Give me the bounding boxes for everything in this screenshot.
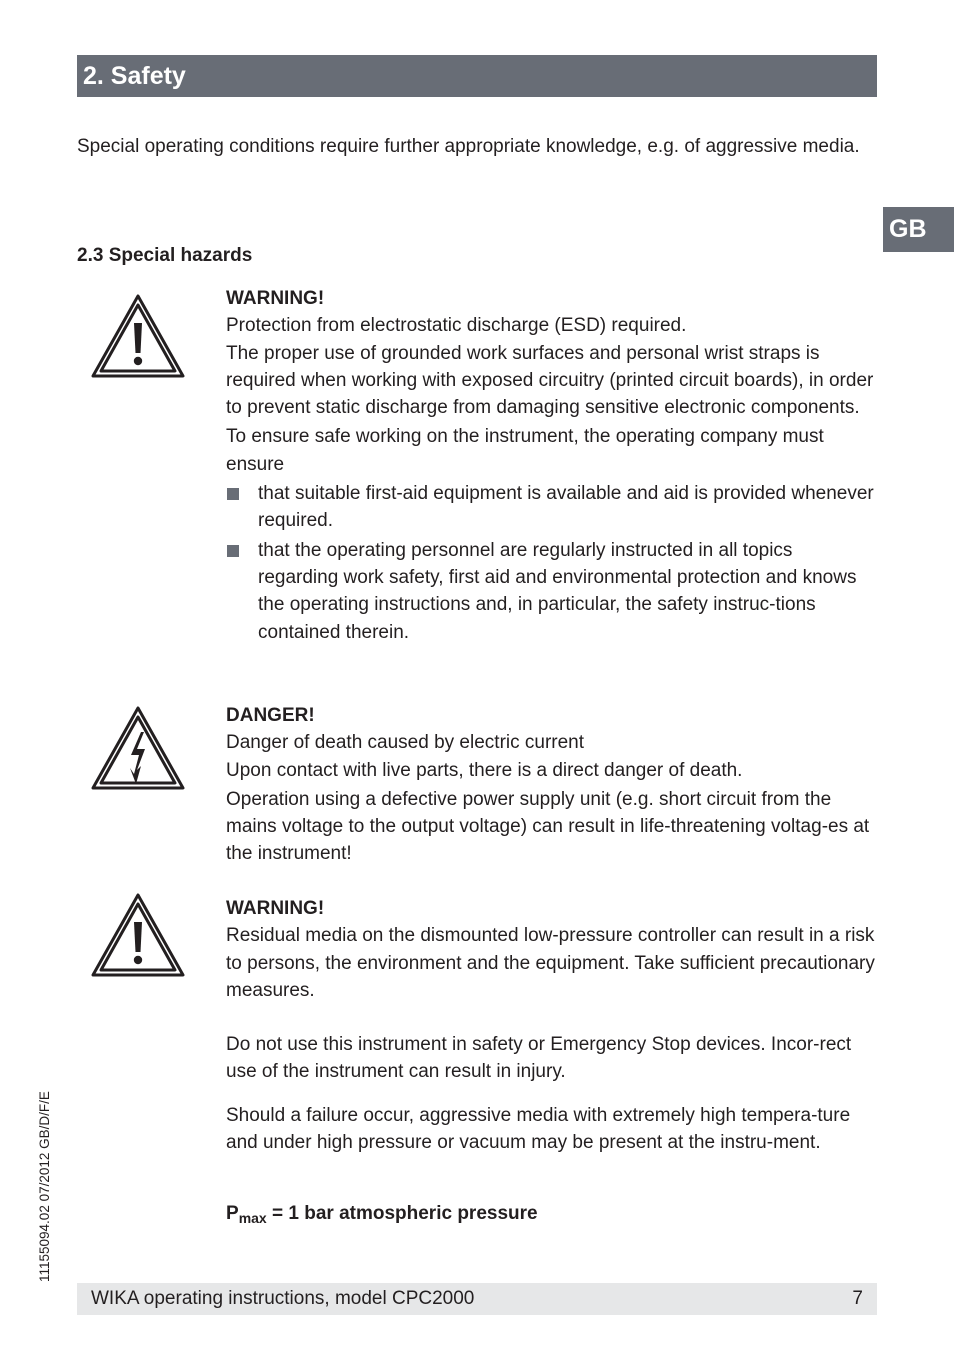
warning-icon — [90, 892, 186, 978]
electric-hazard-icon — [90, 705, 186, 791]
warning-body: Residual media on the dismounted low-pressure controller can result in a risk to persons, the environment and the equipment. Take sufficient precautionary measures. — [226, 925, 875, 1001]
list-item: that suitable first-aid equipment is available and aid is provided whenever required. — [226, 480, 876, 535]
failure-paragraph: Should a failure occur, aggressive media with extremely high tempera-ture and under high pressure or vacuum may be present at the instru-ment. — [226, 1105, 851, 1154]
warning-title: WARNING! — [226, 898, 325, 919]
list-item: that the operating personnel are regularly instructed in all topics regarding work safety, first aid and environmental protection and knows the operating instructions and, in particular, the safety instruc-tions contained therein. — [226, 537, 876, 646]
danger-subtitle: Danger of death caused by electric current — [226, 732, 585, 754]
warning-esd-block — [226, 285, 876, 646]
intro-paragraph: Special operating conditions require further appropriate knowledge, e.g. of aggressive media. — [77, 136, 860, 157]
bullet-square-icon — [227, 545, 239, 557]
pmax-symbol: P — [226, 1203, 239, 1224]
warning-title: WARNING! — [226, 288, 325, 309]
warning-subtitle: Protection from electrostatic discharge (ESD) required. — [226, 315, 687, 337]
danger-line: Upon contact with live parts, there is a direct danger of death. — [226, 759, 743, 781]
pmax-subscript: max — [238, 1210, 267, 1226]
language-tab: GB — [883, 207, 954, 252]
section-title: 2. Safety — [77, 55, 877, 97]
pmax-text: = 1 bar atmospheric pressure — [266, 1203, 538, 1224]
warning-icon — [90, 293, 186, 379]
page-number: 7 — [852, 1288, 863, 1309]
ensure-text: To ensure safe working on the instrument, the operating company must ensure — [226, 426, 824, 475]
warning-body: The proper use of grounded work surfaces and personal wrist straps is required when working with exposed circuitry (printed circuit boards), in order to prevent static discharge from damaging sensitive electronic components. — [226, 342, 874, 419]
bullet-square-icon — [227, 488, 239, 500]
subsection-heading: 2.3 Special hazards — [77, 245, 253, 266]
ensure-list — [226, 480, 876, 646]
footer-text: WIKA operating instructions, model CPC2000 — [91, 1288, 475, 1309]
danger-block — [226, 702, 876, 868]
footer — [77, 1283, 877, 1315]
pmax-line — [226, 1200, 876, 1232]
danger-body: Operation using a defective power supply unit (e.g. short circuit from the mains voltage to the output voltage) can result in life-threatening voltag-es at the instrument! — [226, 788, 870, 865]
document-code: 11155094.02 07/2012 GB/D/F/E — [37, 1091, 52, 1282]
danger-title: DANGER! — [226, 705, 315, 726]
emergency-stop-paragraph: Do not use this instrument in safety or Emergency Stop devices. Incor-rect use of the instrument can result in injury. — [226, 1034, 852, 1083]
warning-residual-block — [226, 895, 876, 1004]
